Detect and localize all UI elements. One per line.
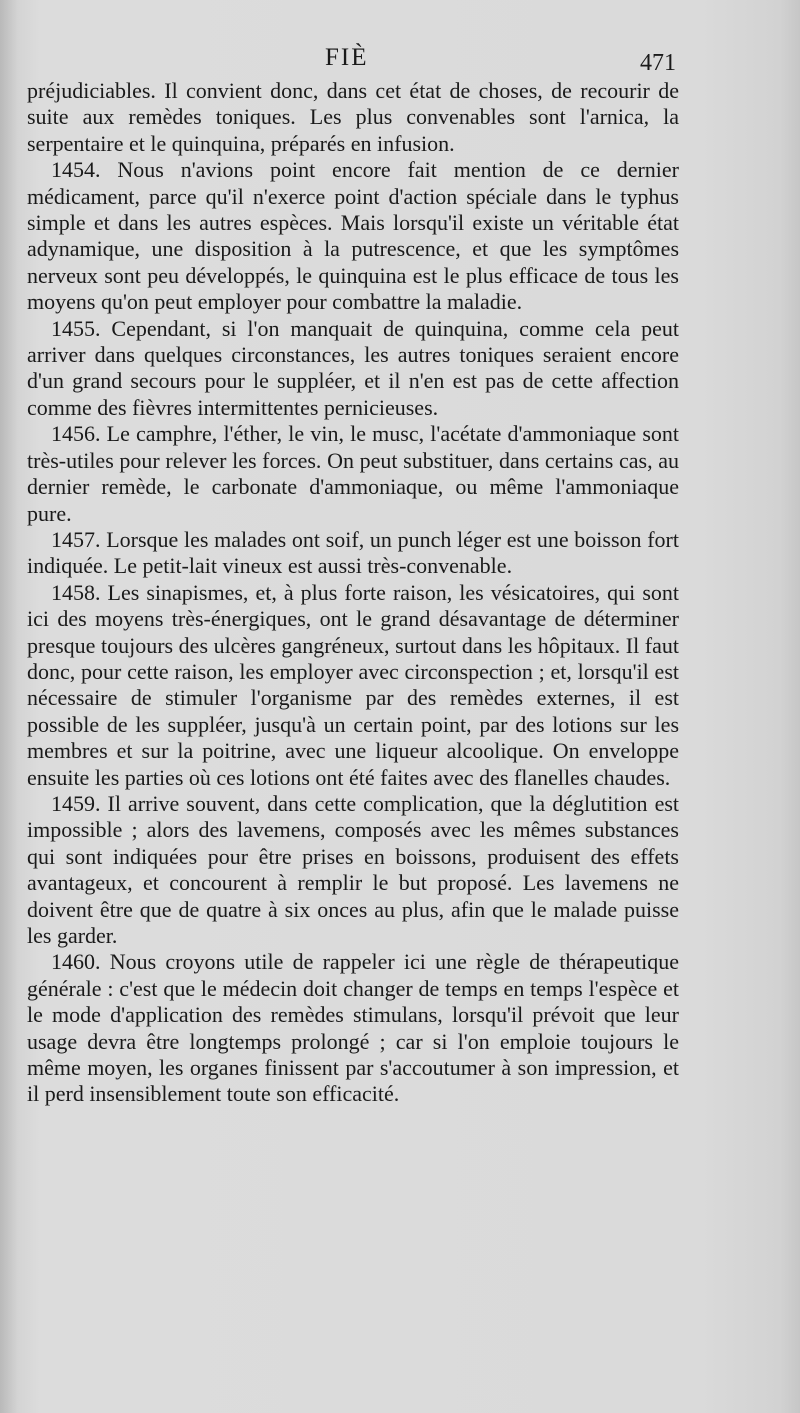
body-text	[27, 78, 679, 1108]
paragraph-number: 1459.	[51, 790, 101, 816]
paragraph-number: 1460.	[51, 949, 101, 975]
paragraph-text: Lorsque les malades ont soif, un punch léger est une boisson fort indiquée. Le petit-lait vineux est aussi très-convenable.	[27, 526, 679, 579]
running-head	[0, 44, 800, 78]
paragraph-1460	[27, 949, 679, 1107]
paragraph-number: 1458.	[51, 579, 101, 605]
paragraph-number: 1455.	[51, 315, 101, 341]
paragraph-1458	[27, 580, 679, 791]
paragraph-number: 1454.	[51, 157, 101, 183]
paragraph-text: Il arrive souvent, dans cette complication, que la déglutition est impossible ; alors des lavemens, composés avec les mêmes substances qui sont indiquées pour être prises en boissons, produisent des effets avantageux, et concourent à remplir le but proposé. Les lavemens ne doivent être que de quatre à six onces au plus, afin que le malade puisse les garder.	[27, 790, 680, 948]
paragraph-1454	[27, 157, 679, 315]
running-title: FIÈ	[325, 44, 369, 71]
paragraph-text: Le camphre, l'éther, le vin, le musc, l'acétate d'ammoniaque sont très-utiles pour relever les forces. On peut substituer, dans certains cas, au dernier remède, le carbonate d'ammoniaque, ou même l'ammoniaque pure.	[27, 421, 680, 526]
paragraph-text: Nous n'avions point encore fait mention de ce dernier médicament, parce qu'il n'exerce point d'action spéciale dans le typhus simple et dans les autres espèces. Mais lorsqu'il existe un véritable état adynamique, une disposition à la putrescence, et que les symptômes nerveux sont peu développés, le quinquina est le plus efficace de tous les moyens qu'on peut employer pour combattre la maladie.	[27, 157, 680, 315]
paragraph-text: Les sinapismes, et, à plus forte raison, les vésicatoires, qui sont ici des moyens très-énergiques, ont le grand désavantage de déterminer presque toujours des ulcères gangréneux, surtout dans les hôpitaux. Il faut donc, pour cette raison, les employer avec circonspection ; et, lorsqu'il est nécessaire de stimuler l'organisme par des remèdes externes, il est possible de les suppléer, jusqu'à un certain point, par des lotions sur les membres et sur la poitrine, avec une liqueur alcoolique. On enveloppe ensuite les parties où ces lotions ont été faites avec des flanelles chaudes.	[27, 579, 679, 790]
paragraph-1456	[27, 421, 679, 527]
paragraph-1455	[27, 316, 679, 422]
paragraph-continuation	[27, 78, 679, 157]
page-number: 471	[640, 50, 676, 76]
paragraph-text: Cependant, si l'on manquait de quinquina, comme cela peut arriver dans quelques circonstances, les autres toniques seraient encore d'un grand secours pour le suppléer, et il n'en est pas de cette affection comme des fièvres intermittentes pernicieuses.	[27, 315, 679, 420]
paragraph-number: 1456.	[51, 421, 101, 447]
paragraph-1457	[27, 527, 679, 580]
paragraph-text: préjudiciables. Il convient donc, dans cet état de choses, de recourir de suite aux remèdes toniques. Les plus convenables sont l'arnica, la serpentaire et le quinquina, préparés en infusion.	[27, 78, 679, 156]
paragraph-1459	[27, 791, 679, 949]
paragraph-text: Nous croyons utile de rappeler ici une règle de thérapeutique générale : c'est que le médecin doit changer de temps en temps l'espèce et le mode d'application des remèdes stimulans, lorsqu'il prévoit que leur usage devra être longtemps prolongé ; car si l'on emploie toujours le même moyen, les organes finissent par s'accoutumer à son impression, et il perd insensiblement toute son efficacité.	[27, 949, 680, 1107]
paragraph-number: 1457.	[51, 526, 101, 552]
